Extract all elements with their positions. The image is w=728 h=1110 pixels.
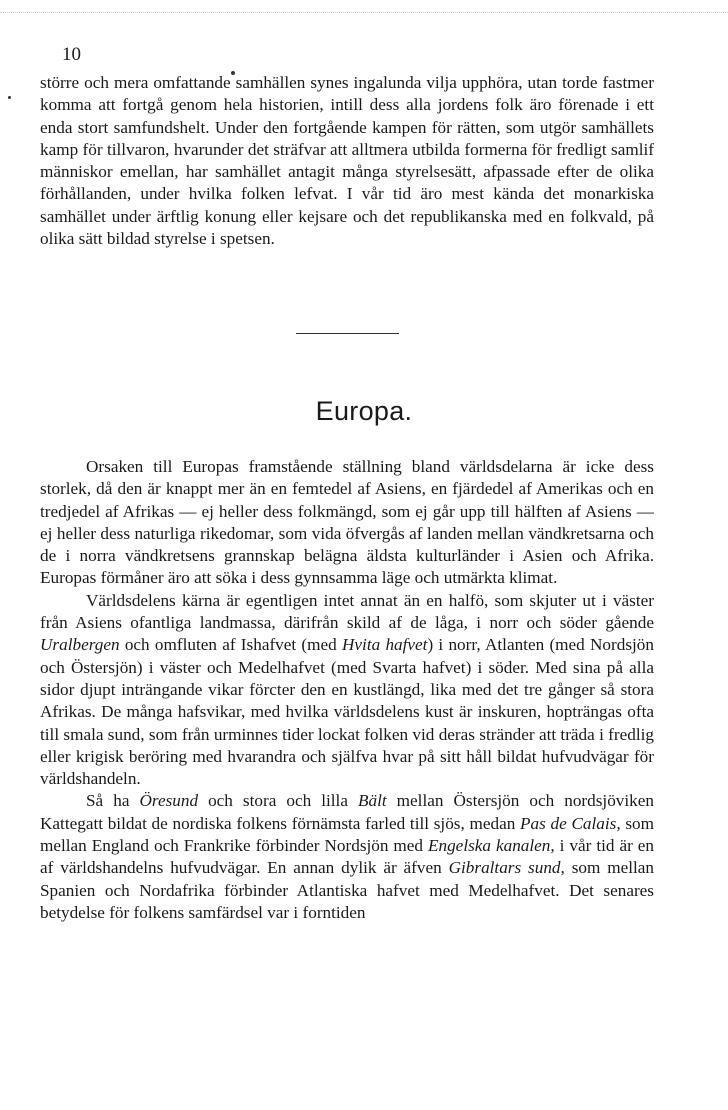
paragraph-3-text: mellan Östersjön och nordsjöviken Kattegatt bildat de nordiska folkens förnämsta farled till sjös, medan (40, 791, 654, 833)
paragraph-2 (40, 590, 654, 791)
page-number: 10 (62, 44, 81, 65)
paragraph-3-text: som mellan England och Frankrike förbinder Nordsjön med (40, 813, 655, 856)
section-heading: Europa. (315, 396, 413, 426)
term-oresund: Öresund (139, 791, 199, 811)
paragraph-3 (40, 790, 654, 924)
term-balt: Bält (357, 791, 387, 811)
term-uralbergen: Uralbergen (40, 635, 120, 655)
paragraph-3-text: och stora och lilla (198, 791, 358, 811)
paragraph-2-text: ) i norr, Atlanten (med Nordsjön och Östersjön) i väster och Medelhafvet (med Svarta hafvet) i söder. Med sina på alla sidor djupt inträngande vikar förcter den en kustlängd, lika med det tre gånger så stora Afrikas. De många hafsvikar, med hvilka världsdelens kust är inskuren, hopträngas ofta till smala sund, som från urminnes tider lockat folken vid deras stränder att träda i fredlig eller krigisk beröring med hvarandra och själfva hvar på sitt håll bildat hufvudvägar för världshandeln. (40, 635, 654, 789)
term-hvita-hafvet: Hvita hafvet (342, 635, 428, 655)
section-body (40, 456, 654, 924)
paragraph-3-text: i vår tid är en af världshandelns hufvudvägar. En annan dylik är äfven (40, 836, 654, 878)
intro-paragraph-block (40, 72, 654, 250)
term-engelska-kanalen: Engelska kanalen, (428, 836, 555, 856)
term-gibraltars-sund: Gibraltars sund, (448, 858, 565, 878)
print-speck (8, 96, 11, 99)
paragraph-3-text: som mellan Spanien och Nordafrika förbinder Atlantiska hafvet med Medelhafvet. Det senares betydelse för folkens samfärdsel var i forntiden (40, 858, 654, 922)
scan-edge-line (0, 12, 728, 13)
paragraph-3-text: Så ha (86, 791, 140, 811)
paragraph-1: Orsaken till Europas framstående ställning bland världsdelarna är icke dess storlek, då den är knappt mer än en femtedel af Asiens, en fjärdedel af Amerikas och en tredjedel af Afrikas — ej heller dess folkmängd, som ej går upp till hälften af Asiens — ej heller dess naturliga rikedomar, som vida öfvergås af landen mellan vändkretsarna och de i norra vändkretsens grannskap belägna äldsta kulturländer i Asien och Afrika. Europas förmåner äro att söka i dess gynnsamma läge och utmärkta klimat. (40, 457, 654, 588)
paragraph-2-text: Världsdelens kärna är egentligen intet annat än en halfö, som skjuter ut i väster från Asiens ofantliga landmassa, därifrån skild af de låga, i norr och söder gående (40, 590, 654, 633)
intro-paragraph: större och mera omfattande samhällen synes ingalunda vilja upphöra, utan torde fastmer komma att fortgå genom hela historien, intill dess alla jordens folk äro förenade i ett enda stort samfundshelt. Under den fortgående kampen för rätten, som utgör samhällets kamp för tillvaron, hvarunder det sträfvar att alltmera utbilda formerna för fredligt samlif människor emellan, har samhället antagit många styrelsesätt, afpassade efter de olika förhållanden, under hvilka folken lefvat. I vår tid äro mest kända det monarkiska samhället under ärftlig konung eller kejsare och det republikanska med en folkvald, på olika sätt bildad styrelse i spetsen. (40, 73, 654, 249)
term-pas-de-calais: Pas de Calais, (520, 813, 621, 833)
section-divider (296, 333, 399, 334)
paragraph-2-text: och omfluten af Ishafvet (med (119, 635, 342, 655)
